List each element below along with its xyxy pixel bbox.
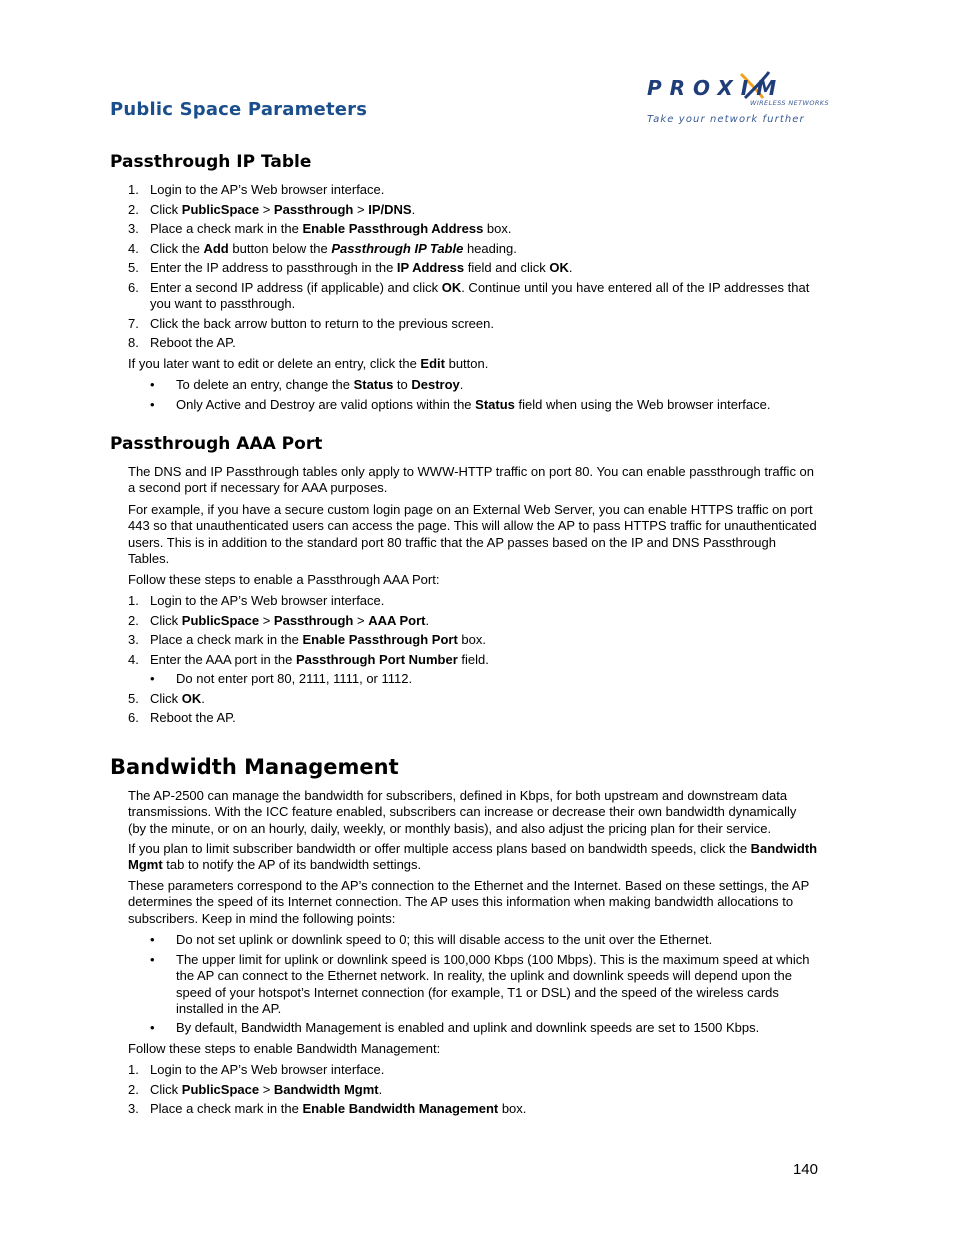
logo-subtitle: WIRELESS NETWORKS — [750, 99, 829, 107]
paragraph: The DNS and IP Passthrough tables only apply to WWW-HTTP traffic on port 80. You can enable passthrough traffic on a second port if necessary for AAA purposes. — [128, 464, 815, 496]
list-item: 6. Enter a second IP address (if applicable) and click OK. Continue until you have entered all of the IP addresses that you want to passthrough. — [128, 280, 810, 312]
heading-bandwidth-management: Bandwidth Management — [110, 755, 399, 779]
list-item: 5. Click OK. — [128, 691, 205, 706]
bullet-item: • By default, Bandwidth Management is enabled and uplink and downlink speeds are set to 1500 Kbps. — [150, 1020, 760, 1035]
list-item: 5. Enter the IP address to passthrough in the IP Address field and click OK. — [128, 260, 573, 275]
list-item: 1. Login to the AP’s Web browser interface. — [128, 593, 385, 608]
sub-bullet-item: • Do not enter port 80, 2111, 1111, or 1112. — [150, 671, 413, 686]
logo-wordmark: PROXIM — [647, 76, 785, 100]
list-item: 4. Click the Add button below the Passthrough IP Table heading. — [128, 241, 517, 256]
edit-note: If you later want to edit or delete an entry, click the Edit button. — [128, 356, 489, 371]
list-item: 7. Click the back arrow button to return to the previous screen. — [128, 316, 494, 331]
logo-tagline: Take your network further — [647, 114, 805, 125]
heading-passthrough-ip-table: Passthrough IP Table — [110, 152, 312, 172]
list-item: 3. Place a check mark in the Enable Bandwidth Management box. — [128, 1101, 527, 1116]
list-item: 1. Login to the AP’s Web browser interface. — [128, 182, 385, 197]
bullet-item: • To delete an entry, change the Status to Destroy. — [150, 377, 464, 392]
paragraph: The AP-2500 can manage the bandwidth for subscribers, defined in Kbps, for both upstream and downstream data transmissions. With the ICC feature enabled, subscribers can increase or decrease their own bandwidth dynamically (by the minute, or on an hourly, daily, weekly, or monthly basis), and also adjust the pricing plan for their service. — [128, 788, 797, 836]
list-item: 1. Login to the AP’s Web browser interface. — [128, 1062, 385, 1077]
list-item: 2. Click PublicSpace > Passthrough > IP/DNS. — [128, 202, 416, 217]
list-item: 2. Click PublicSpace > Bandwidth Mgmt. — [128, 1082, 383, 1097]
bullet-item: • Only Active and Destroy are valid options within the Status field when using the Web browser interface. — [150, 397, 771, 412]
heading-passthrough-aaa-port: Passthrough AAA Port — [110, 434, 323, 454]
paragraph: Follow these steps to enable a Passthrough AAA Port: — [128, 572, 440, 587]
list-item: 8. Reboot the AP. — [128, 335, 236, 350]
list-item: 2. Click PublicSpace > Passthrough > AAA Port. — [128, 613, 430, 628]
paragraph: These parameters correspond to the AP’s connection to the Ethernet and the Internet. Based on these settings, the AP determines the speed of its Internet connection. The AP uses this information when making bandwidth allocations to subscribers. Keep in mind the following points: — [128, 878, 810, 926]
proxim-logo — [645, 68, 829, 130]
paragraph: For example, if you have a secure custom login page on an External Web Server, you can enable HTTPS traffic on port 443 so that unauthenticated users can access the page. This will allow the AP to pass HTTPS traffic for unauthenticated users. This is in addition to the standard port 80 traffic that the AP passes based on the IP and DNS Passthrough Tables. — [128, 502, 817, 567]
page-number: 140 — [792, 1161, 818, 1178]
list-item: 4. Enter the AAA port in the Passthrough Port Number field. — [128, 652, 489, 667]
bullet-item: • Do not set uplink or downlink speed to 0; this will disable access to the unit over the Ethernet. — [150, 932, 713, 947]
paragraph: Follow these steps to enable Bandwidth Management: — [128, 1041, 441, 1056]
running-header-title: Public Space Parameters — [110, 99, 368, 120]
paragraph: If you plan to limit subscriber bandwidth or offer multiple access plans based on bandwidth speeds, click the Bandwidth Mgmt tab to notify the AP of its bandwidth settings. — [128, 841, 818, 873]
list-item: 3. Place a check mark in the Enable Passthrough Address box. — [128, 221, 512, 236]
bullet-item: • The upper limit for uplink or downlink speed is 100,000 Kbps (100 Mbps). This is the maximum speed at which the AP can connect to the Ethernet network. In reality, the uplink and downlink speeds will depend upon the speed of your hotspot’s Internet connection (for example, T1 or DSL) and the speed of the wireless cards installed in the AP. — [150, 952, 810, 1017]
list-item: 3. Place a check mark in the Enable Passthrough Port box. — [128, 632, 486, 647]
list-item: 6. Reboot the AP. — [128, 710, 236, 725]
